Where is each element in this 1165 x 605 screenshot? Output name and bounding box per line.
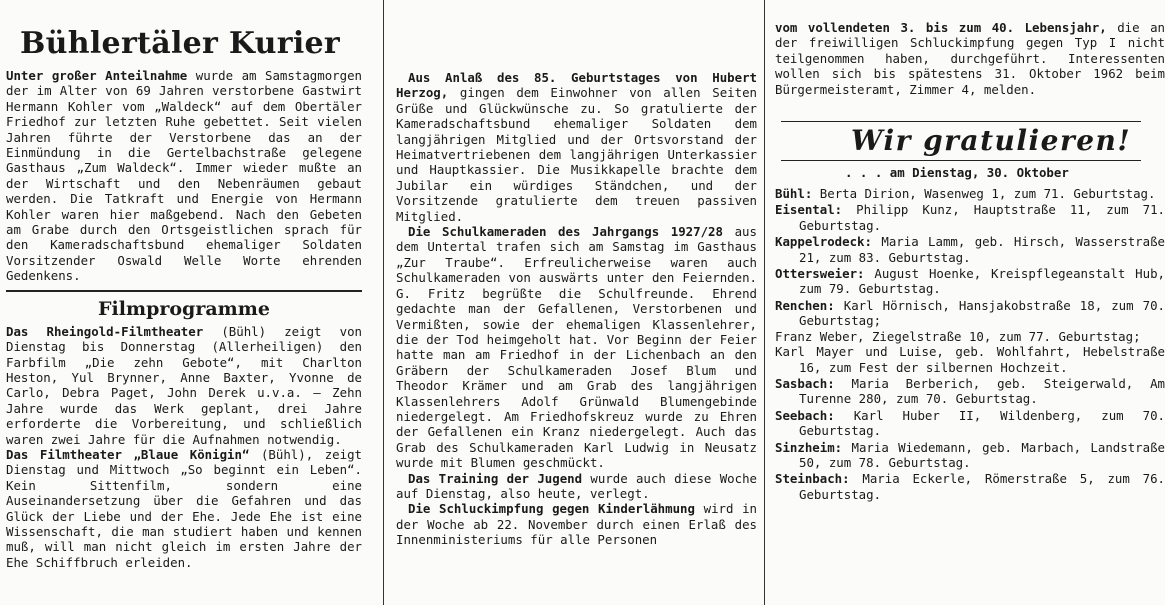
entry-text: Berta Dirion, Wasenweg 1, zum 71. Geburtstag. xyxy=(819,186,1156,202)
obituary-lead: Unter großer Anteilnahme xyxy=(6,68,188,83)
entry-place: Eisental: xyxy=(775,202,843,218)
entry-text: Maria Lamm, geb. Hirsch, Wasserstraße 21, zum 83. Geburtstag. xyxy=(799,234,1165,265)
column-middle xyxy=(383,0,757,605)
entry-place: Steinbach: xyxy=(775,471,850,487)
entry-place: Seebach: xyxy=(775,407,835,423)
entry-text-extra: Karl Mayer und Luise, geb. Wohlfahrt, Hebelstraße 16, zum Fest der silbernen Hochzeit. xyxy=(775,344,1165,375)
congrats-entry xyxy=(775,440,1165,471)
training-text: wurde auch diese Woche auf Dienstag, also heute, verlegt. xyxy=(396,470,757,501)
entry-text: August Hoenke, Kreispflegeanstalt Hub, zum 79. Geburtstag. xyxy=(799,266,1165,297)
entry-place: Renchen: xyxy=(775,297,835,313)
entry-place: Sinzheim: xyxy=(775,439,843,455)
congrats-entry xyxy=(775,298,1165,375)
congrats-entry xyxy=(775,202,1165,233)
film1-text: (Bühl) zeigt von Dienstag bis Donnerstag (Allerheiligen) den Farbfilm „Die zehn Gebote“, mit Charlton Heston, Yul Brynner, Anne Baxter, Yvonne de Carlo, Debra Paget, John Derek u.v.a. — Zehn Jahre wurde das Werk geplant, drei Jahre erforderte die Vorbereitung, und schließlich waren zwei Jahre für die Aufnahmen notwendig. xyxy=(6,323,362,447)
congrats-entry xyxy=(775,266,1165,297)
vaccination-lead: Die Schluckimpfung gegen Kinderlähmung xyxy=(408,501,695,517)
classmates-lead: Die Schulkameraden des Jahrgangs 1927/28 xyxy=(408,224,723,240)
classmates-text: aus dem Untertal trafen sich am Samstag im Gasthaus „Zur Traube“. Erfreulicherweise waren auch Schulkameraden von auswärts unter den Feiernden. G. Fritz begrüßte die Schulfreunde. Ehrend gedachte man der Gefallenen, Verstorbenen und Vermißten, sowie der ehemaligen Klassenlehrer, die der Tod heimgeholt hat. Vor Beginn der Feier hatte man am Friedhof in der Lichenbach an den Gräbern der Schulkameraden Josef Blum und Theodor Krämer und am Grab des langjährigen Klassenlehrers Adolf Grünwald Blumengebinde niedergelegt. Am Friedhofskreuz wurde zu Ehren der Gefallenen ein Kranz niedergelegt. Auch das Grab des Schulkameraden Karl Ludwig in Neusatz wurde mit Blumen geschmückt. xyxy=(396,224,757,471)
congrats-entry xyxy=(775,186,1165,201)
vaccination-cont-text: die an der freiwilligen Schluckimpfung gegen Typ I nicht teilgenommen haben, durchgeführt. Interessenten wollen sich bis spätestens 31. Oktober 1962 beim Bürgermeisteramt, Zimmer 4, melden. xyxy=(775,20,1165,97)
entry-text: Karl Hörnisch, Hansjakobstraße 18, zum 70. Geburtstag; xyxy=(799,297,1165,329)
vaccination-cont-lead: vom vollendeten 3. bis zum 40. Lebensjahr, xyxy=(775,20,1107,35)
congrats-banner xyxy=(781,121,1141,161)
column-right xyxy=(764,0,1165,605)
congrats-entry xyxy=(775,234,1165,265)
congrats-entry xyxy=(775,408,1165,439)
entry-text: Karl Huber II, Wildenberg, zum 70. Geburtstag. xyxy=(799,407,1165,439)
vaccination-article xyxy=(396,501,757,547)
entry-text: Philipp Kunz, Hauptstraße 11, zum 71. Geburtstag. xyxy=(799,202,1165,233)
congrats-entry xyxy=(775,471,1165,502)
column-left xyxy=(6,0,362,570)
entry-place: Ottersweier: xyxy=(775,266,865,282)
training-article xyxy=(396,471,757,502)
film2-text: (Bühl), zeigt Dienstag und Mittwoch „So beginnt ein Leben“. Kein Sittenfilm, sondern eine Auseinandersetzung über die Gefahren und das Glück der Liebe und der Ehe. Jede Ehe ist eine Wissenschaft, die man studiert haben und kennen muß, will man nicht gleich im ersten Jahre der Ehe Schiffbruch erleiden. xyxy=(6,446,362,570)
entry-text: Maria Eckerle, Römerstraße 5, zum 76. Geburtstag. xyxy=(799,471,1165,502)
birthday-text: gingen dem Einwohner von allen Seiten Grüße und Glückwünsche zu. So gratulierte der Kameradschaftsbund ehemaliger Soldaten dem langjährigen Mitglied und der Ortsvorstand der Heimatvertriebenen dem langjährigen Unterkassier und Hauptkassier. Die Musikkapelle brachte dem Jubilar ein würdiges Ständchen, und der Vorsitzende gratulierte dem treuen passiven Mitglied. xyxy=(396,85,757,224)
section-divider xyxy=(6,290,362,292)
vaccination-text: wird in der Woche ab 22. November durch einen Erlaß des Innenministeriums für alle Personen xyxy=(396,501,757,548)
entry-place: Kappelrodeck: xyxy=(775,234,872,250)
obituary-article xyxy=(6,68,362,284)
entry-text-extra: Franz Weber, Ziegelstraße 10, zum 77. Geburtstag; xyxy=(775,328,1141,344)
congrats-entry xyxy=(775,376,1165,407)
entry-place: Bühl: xyxy=(775,186,813,202)
vaccination-continued xyxy=(775,20,1165,97)
film-article-blaue-koenigin xyxy=(6,447,362,570)
film2-lead: Das Filmtheater „Blaue Königin“ xyxy=(6,446,250,462)
masthead-title: Bühlertäler Kurier xyxy=(19,26,341,61)
congrats-title: Wir gratulieren! xyxy=(851,124,1132,158)
training-lead: Das Training der Jugend xyxy=(408,470,583,486)
classmates-article xyxy=(396,224,757,471)
film-heading: Filmprogramme xyxy=(98,297,270,320)
entry-place: Sasbach: xyxy=(775,375,835,391)
congrats-date: . . . am Dienstag, 30. Oktober xyxy=(845,165,1069,181)
entry-text: Maria Berberich, geb. Steigerwald, Am Turenne 280, zum 70. Geburtstag. xyxy=(799,375,1165,407)
entry-text: Maria Wiedemann, geb. Marbach, Landstraße 50, zum 78. Geburtstag. xyxy=(799,439,1165,470)
film-article-rheingold xyxy=(6,324,362,447)
film1-lead: Das Rheingold-Filmtheater xyxy=(6,323,204,339)
obituary-text: wurde am Samstagmorgen der im Alter von 69 Jahren verstorbene Gastwirt Hermann Kohler vom „Waldeck“ auf dem Obertäler Friedhof zur letzten Ruhe gebettet. Seit vielen Jahren führte der Verstorbene das an der Einmündung in die Gertelbachstraße gelegene Gasthaus „Zum Waldeck“. Immer wieder mußte an der Wirtschaft und den Nebenräumen gebaut werden. Die Tatkraft und Energie von Hermann Kohler waren hier maßgebend. Nach den Gebeten am Grabe durch den Ortsgeistlichen sprach für den Kameradschaftsbund ehemaliger Soldaten Vorsitzender Oswald Welle Worte ehrenden Gedenkens. xyxy=(6,68,362,284)
birthday-article xyxy=(396,70,757,224)
birthday-lead: Aus Anlaß des 85. Geburtstages von Hubert Herzog, xyxy=(396,70,757,101)
